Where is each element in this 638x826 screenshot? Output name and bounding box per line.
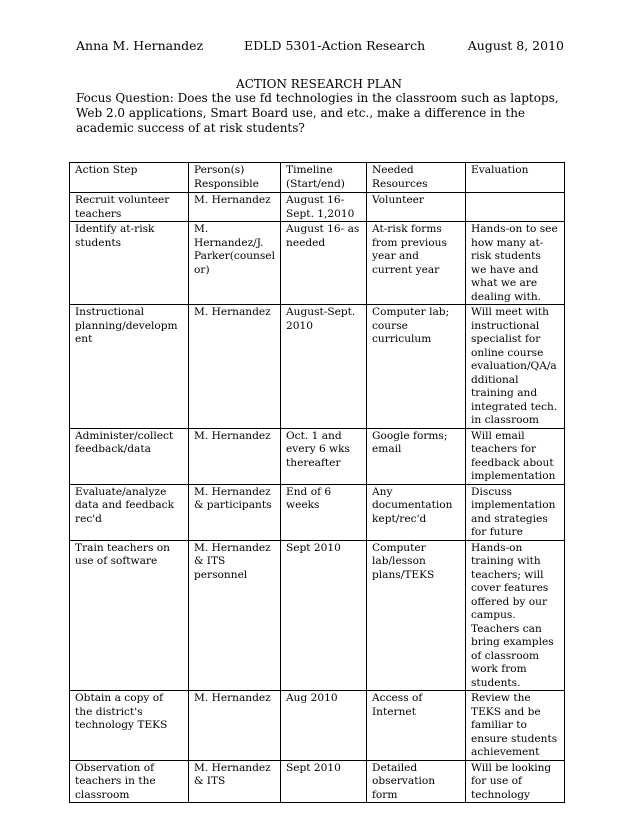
table-row [70, 222, 565, 305]
table-cell: August 16- Sept. 1,2010 [281, 193, 367, 222]
table-cell: Detailed observation form [367, 760, 466, 803]
table-cell: August-Sept. 2010 [281, 305, 367, 429]
column-header: Evaluation [466, 163, 565, 193]
column-header: Person(s) Responsible [189, 163, 281, 193]
column-header: Needed Resources [367, 163, 466, 193]
focus-question: Focus Question: Does the use fd technologies in the classroom such as laptops, Web 2.0 applications, Smart Board use, and etc., make a difference in the academic success of at risk students? [76, 91, 559, 135]
table-cell: Train teachers on use of software [70, 540, 189, 691]
table-cell: Sept 2010 [281, 540, 367, 691]
table-cell: Identify at-risk students [70, 222, 189, 305]
table-cell: Computer lab; course curriculum [367, 305, 466, 429]
table-header-row [70, 163, 565, 193]
table-row [70, 305, 565, 429]
page-title: ACTION RESEARCH PLAN [236, 77, 402, 91]
table-cell: Google forms; email [367, 428, 466, 484]
table-cell: Oct. 1 and every 6 wks thereafter [281, 428, 367, 484]
column-header: Action Step [70, 163, 189, 193]
page-header [76, 38, 564, 56]
table-row [70, 428, 565, 484]
table-cell: Computer lab/lesson plans/TEKS [367, 540, 466, 691]
table-cell: Sept 2010 [281, 760, 367, 803]
table-row [70, 760, 565, 803]
table-cell [466, 193, 565, 222]
column-header: Timeline (Start/end) [281, 163, 367, 193]
table-cell: M. Hernandez [189, 428, 281, 484]
table-cell: M. Hernandez & ITS [189, 760, 281, 803]
table-cell: Review the TEKS and be familiar to ensure students achievement [466, 691, 565, 761]
table-cell: Access of Internet [367, 691, 466, 761]
table-cell: Instructional planning/development [70, 305, 189, 429]
table-cell: August 16- as needed [281, 222, 367, 305]
header-author: Anna M. Hernandez [76, 38, 204, 53]
table-cell: Will email teachers for feedback about implementation [466, 428, 565, 484]
table-cell: M. Hernandez [189, 193, 281, 222]
table-cell: Evaluate/analyze data and feedback rec'd [70, 484, 189, 540]
table-cell: Hands-on to see how many at-risk students we have and what we are dealing with. [466, 222, 565, 305]
table-row [70, 193, 565, 222]
table-cell: M. Hernandez/J. Parker(counselor) [189, 222, 281, 305]
table-cell: Any documentation kept/rec'd [367, 484, 466, 540]
action-plan-table [69, 162, 565, 803]
table-cell: At-risk forms from previous year and current year [367, 222, 466, 305]
table-cell: Observation of teachers in the classroom [70, 760, 189, 803]
table-cell: End of 6 weeks [281, 484, 367, 540]
table-row [70, 691, 565, 761]
table-cell: Aug 2010 [281, 691, 367, 761]
table-row [70, 540, 565, 691]
table-cell: Hands-on training with teachers; will cover features offered by our campus. Teachers can bring examples of classroom work from students. [466, 540, 565, 691]
table-cell: M. Hernandez & participants [189, 484, 281, 540]
table-cell: Obtain a copy of the district's technology TEKS [70, 691, 189, 761]
table-cell: Administer/collect feedback/data [70, 428, 189, 484]
table-cell: M. Hernandez & ITS personnel [189, 540, 281, 691]
header-course: EDLD 5301-Action Research [244, 38, 426, 53]
table-cell: Volunteer [367, 193, 466, 222]
header-date: August 8, 2010 [467, 38, 564, 53]
table-cell: Recruit volunteer teachers [70, 193, 189, 222]
table-cell: Discuss implementation and strategies for future [466, 484, 565, 540]
table-row [70, 484, 565, 540]
table-cell: Will be looking for use of technology [466, 760, 565, 803]
table-cell: M. Hernandez [189, 691, 281, 761]
table-cell: M. Hernandez [189, 305, 281, 429]
table-cell: Will meet with instructional specialist for online course evaluation/QA/additional training and integrated tech. in classroom [466, 305, 565, 429]
